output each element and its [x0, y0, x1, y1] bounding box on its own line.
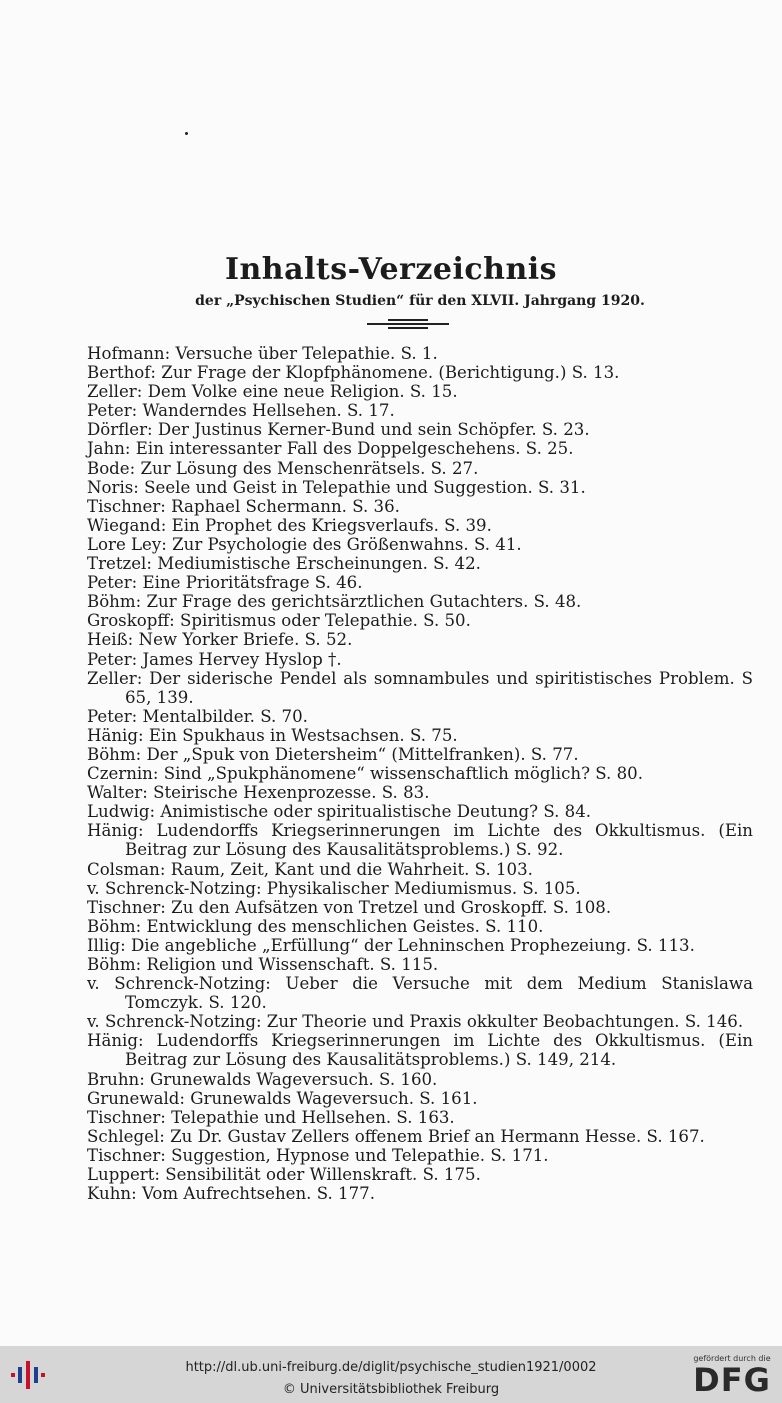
toc-entry: Dörfler: Der Justinus Kerner-Bund und sein Schöpfer. S. 23.: [87, 420, 590, 440]
toc-entry: v. Schrenck-Notzing: Ueber die Versuche mit dem Medium Stanislawa Tomczyk. S. 120.: [87, 974, 753, 1013]
toc-entry: Bode: Zur Lösung des Menschenrätsels. S. 27.: [87, 458, 479, 478]
copyright-notice: © Universitätsbibliothek Freiburg: [282, 1382, 500, 1397]
toc-entry: Schlegel: Zu Dr. Gustav Zellers offenem Brief an Hermann Hesse. S. 167.: [87, 1126, 705, 1146]
dfg-logo-icon[interactable]: DFG: [693, 1361, 771, 1399]
toc-entry: Tischner: Raphael Schermann. S. 36.: [87, 496, 400, 516]
toc-entry: Lore Ley: Zur Psychologie des Größenwahns. S. 41.: [87, 534, 522, 554]
toc-entry: Bruhn: Grunewalds Wageversuch. S. 160.: [87, 1069, 438, 1089]
toc-entry: Grunewald: Grunewalds Wageversuch. S. 161.: [87, 1088, 478, 1108]
title-ornament: [367, 319, 449, 329]
toc-entry: Hänig: Ludendorffs Kriegserinnerungen im Lichte des Okkultismus. (Ein Beitrag zur Lösung des Kausalitätsproblems.) S. 149, 214.: [87, 1031, 753, 1070]
print-speck: [185, 132, 188, 135]
toc-entry: Illig: Die angebliche „Erfüllung“ der Lehninschen Prophezeiung. S. 113.: [87, 935, 695, 955]
toc-entry: Jahn: Ein interessanter Fall des Doppelgeschehens. S. 25.: [87, 439, 574, 459]
toc-entry: Kuhn: Vom Aufrechtsehen. S. 177.: [87, 1184, 375, 1204]
toc-entry: Heiß: New Yorker Briefe. S. 52.: [87, 630, 353, 650]
toc-entry: Ludwig: Animistische oder spiritualistische Deutung? S. 84.: [87, 802, 592, 822]
toc-entry: Wiegand: Ein Prophet des Kriegsverlaufs. S. 39.: [87, 515, 492, 535]
table-of-contents: [87, 344, 753, 1203]
toc-entry: Hänig: Ludendorffs Kriegserinnerungen im Lichte des Okkultismus. (Ein Beitrag zur Lösung des Kausalitätsproblems.) S. 92.: [87, 821, 753, 860]
toc-entry: Peter: Wanderndes Hellsehen. S. 17.: [87, 401, 395, 421]
toc-entry: Walter: Steirische Hexenprozesse. S. 83.: [87, 783, 430, 803]
toc-entry: Böhm: Religion und Wissenschaft. S. 115.: [87, 955, 439, 974]
toc-entry: Zeller: Der siderische Pendel als somnambules und spiritistisches Problem. S 65, 139.: [87, 668, 753, 707]
toc-entry: v. Schrenck-Notzing: Zur Theorie und Praxis okkulter Beobachtungen. S. 146.: [87, 1012, 744, 1032]
toc-entry: Colsman: Raum, Zeit, Kant und die Wahrheit. S. 103.: [87, 859, 533, 879]
toc-entry: Hofmann: Versuche über Telepathie. S. 1.: [87, 344, 438, 363]
toc-entry: Groskopff: Spiritismus oder Telepathie. S. 50.: [87, 611, 471, 631]
toc-entry: Tischner: Zu den Aufsätzen von Tretzel und Groskopff. S. 108.: [87, 897, 612, 917]
toc-entry: Böhm: Zur Frage des gerichtsärztlichen Gutachters. S. 48.: [87, 592, 582, 612]
toc-entry: Zeller: Dem Volke eine neue Religion. S. 15.: [87, 382, 458, 402]
toc-entry: Luppert: Sensibilität oder Willenskraft. S. 175.: [87, 1165, 481, 1185]
toc-entry: Böhm: Der „Spuk von Dietersheim“ (Mittelfranken). S. 77.: [87, 744, 579, 764]
toc-entry: Tischner: Suggestion, Hypnose und Telepathie. S. 171.: [87, 1145, 549, 1165]
sponsor-tagline: gefördert durch die: [693, 1354, 771, 1363]
toc-entry: Czernin: Sind „Spukphänomene“ wissenschaftlich möglich? S. 80.: [87, 764, 643, 784]
toc-entry: Peter: Eine Prioritätsfrage S. 46.: [87, 573, 363, 593]
toc-entry: Peter: James Hervey Hyslop †.: [87, 649, 342, 669]
source-url-link[interactable]: http://dl.ub.uni-freiburg.de/diglit/psychische_studien1921/0002: [185, 1360, 597, 1375]
toc-entry: Noris: Seele und Geist in Telepathie und Suggestion. S. 31.: [87, 477, 586, 497]
page-subtitle: der „Psychischen Studien“ für den XLVII. Jahrgang 1920.: [195, 293, 645, 309]
toc-entry: Hänig: Ein Spukhaus in Westsachsen. S. 75.: [87, 725, 458, 745]
toc-entry: v. Schrenck-Notzing: Physikalischer Mediumismus. S. 105.: [87, 878, 581, 898]
toc-entry: Böhm: Entwicklung des menschlichen Geistes. S. 110.: [87, 916, 544, 936]
toc-entry: Tretzel: Mediumistische Erscheinungen. S. 42.: [87, 554, 481, 574]
toc-entry: Peter: Mentalbilder. S. 70.: [87, 706, 308, 726]
toc-entry: Berthof: Zur Frage der Klopfphänomene. (Berichtigung.) S. 13.: [87, 363, 620, 383]
page-title: Inhalts-Verzeichnis: [224, 252, 558, 287]
toc-entry: Tischner: Telepathie und Hellsehen. S. 163.: [87, 1107, 455, 1127]
